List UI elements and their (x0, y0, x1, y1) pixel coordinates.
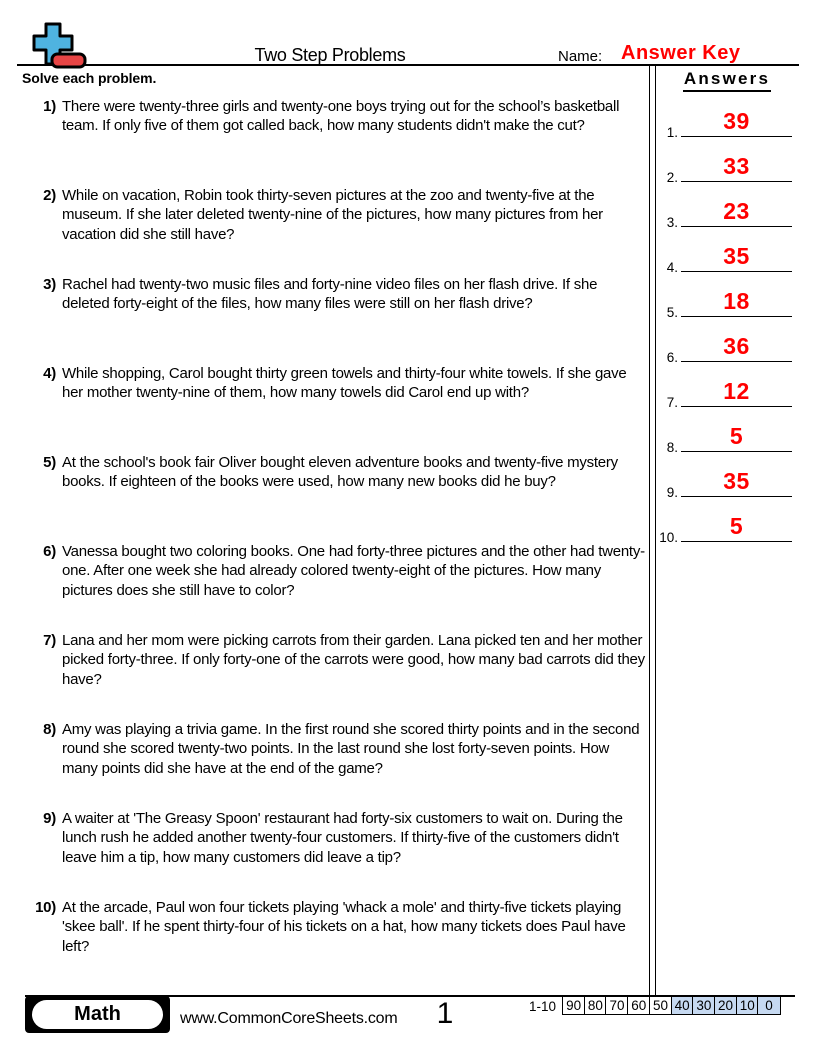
problem-10 (30, 898, 648, 956)
header-divider (17, 64, 799, 66)
answer-number: 10. (659, 530, 678, 545)
problem-text: There were twenty-three girls and twenty-one boys trying out for the school’s basketball team. If only five of them got called back, how many students didn't make the cut? (62, 98, 620, 135)
score-cell: 90 (562, 996, 585, 1015)
answer-value: 36 (723, 333, 750, 359)
answer-number: 6. (666, 350, 678, 365)
answer-row-8 (656, 422, 796, 455)
answer-number: 8. (666, 440, 678, 455)
problem-2 (30, 186, 648, 244)
problem-7 (30, 631, 648, 689)
score-cell: 60 (627, 996, 650, 1015)
answers-divider (649, 66, 656, 995)
answers-header (656, 69, 798, 92)
problem-text: While on vacation, Robin took thirty-seven pictures at the zoo and twenty-five at the museum. If she later deleted twenty-nine of the pictures, how many pictures from her vacation did she still have? (62, 187, 603, 243)
problem-number: 6) (43, 543, 56, 560)
page-number: 1 (436, 997, 454, 1030)
problem-number: 4) (43, 365, 56, 382)
answer-key-label: Answer Key (621, 42, 741, 64)
plus-minus-logo (30, 16, 102, 70)
answer-number: 7. (666, 395, 678, 410)
answer-blank-line (681, 406, 792, 407)
problem-number: 2) (43, 187, 56, 204)
problem-6 (30, 542, 648, 600)
answer-number: 9. (666, 485, 678, 500)
answer-number: 2. (666, 170, 678, 185)
answer-blank-line (681, 541, 792, 542)
problem-text: At the arcade, Paul won four tickets playing 'whack a mole' and thirty-five tickets playing 'skee ball'. If he spent thirty-four of his tickets on a hat, how many tickets does Paul have left? (62, 899, 626, 955)
score-cell: 10 (736, 996, 759, 1015)
answer-value: 39 (723, 108, 750, 134)
problem-text: Lana and her mom were picking carrots from their garden. Lana picked ten and her mother picked forty-three. If only forty-one of the carrots were good, how many bad carrots did they have? (62, 632, 645, 688)
answer-number: 1. (666, 125, 678, 140)
answer-blank-line (681, 271, 792, 272)
answer-number: 5. (666, 305, 678, 320)
problem-text: A waiter at 'The Greasy Spoon' restaurant had forty-six customers to wait on. During the lunch rush he added another twenty-four customers. If thirty-five of the customers didn't leave him a tip, how many customers did leave a tip? (62, 810, 623, 866)
problem-text: Amy was playing a trivia game. In the first round she scored thirty points and in the second round she scored twenty-two points. In the last round she lost forty-seven points. How many points did she have at the end of the game? (62, 721, 640, 777)
answer-value: 23 (723, 198, 750, 224)
answer-row-6 (656, 332, 796, 365)
problem-number: 7) (43, 632, 56, 649)
answer-row-7 (656, 377, 796, 410)
problem-1 (30, 97, 648, 136)
answer-row-5 (656, 287, 796, 320)
score-cell: 50 (649, 996, 672, 1015)
answer-row-10 (656, 512, 796, 545)
answer-blank-line (681, 451, 792, 452)
answer-value: 5 (729, 423, 744, 449)
score-range-label: 1-10 (528, 999, 556, 1014)
answer-number: 3. (666, 215, 678, 230)
problem-number: 5) (43, 454, 56, 471)
score-cell: 0 (757, 996, 780, 1015)
problem-number: 3) (43, 276, 56, 293)
score-cell: 40 (671, 996, 694, 1015)
website-text: www.CommonCoreSheets.com (180, 1010, 398, 1027)
answer-blank-line (681, 496, 792, 497)
problem-number: 8) (43, 721, 56, 738)
problem-9 (30, 809, 648, 867)
problem-number: 9) (43, 810, 56, 827)
answer-value: 33 (723, 153, 750, 179)
answer-blank-line (681, 316, 792, 317)
answer-blank-line (681, 361, 792, 362)
instruction-text: Solve each problem. (22, 70, 157, 86)
answer-row-9 (656, 467, 796, 500)
problem-8 (30, 720, 648, 778)
name-label: Name: (558, 48, 603, 65)
answer-number: 4. (666, 260, 678, 275)
minus-icon (52, 54, 85, 67)
answer-blank-line (681, 136, 792, 137)
answers-title: Answers (683, 69, 771, 92)
score-cell: 30 (692, 996, 715, 1015)
problem-5 (30, 453, 648, 492)
answer-row-1 (656, 107, 796, 140)
answer-blank-line (681, 181, 792, 182)
problem-3 (30, 275, 648, 314)
answer-row-4 (656, 242, 796, 275)
problem-number: 1) (43, 98, 56, 115)
answer-value: 12 (723, 378, 750, 404)
problem-text: At the school's book fair Oliver bought eleven adventure books and twenty-five mystery books. If eighteen of the books were used, how many new books did he buy? (62, 454, 618, 491)
score-cell: 20 (714, 996, 737, 1015)
problem-text: While shopping, Carol bought thirty green towels and thirty-four white towels. If she gave her mother twenty-nine of them, how many towels did Carol end up with? (62, 365, 627, 402)
page-title: Two Step Problems (254, 45, 406, 65)
subject-badge (25, 996, 170, 1033)
score-table (562, 996, 781, 1015)
problem-4 (30, 364, 648, 403)
answer-blank-line (681, 226, 792, 227)
problem-number: 10) (35, 899, 56, 916)
answer-value: 35 (723, 468, 750, 494)
problem-text: Rachel had twenty-two music files and forty-nine video files on her flash drive. If she deleted forty-eight of the files, how many files were still on her flash drive? (62, 276, 598, 313)
answer-value: 18 (723, 288, 750, 314)
answer-row-3 (656, 197, 796, 230)
answer-value: 5 (729, 513, 744, 539)
score-cell: 80 (584, 996, 607, 1015)
answer-row-2 (656, 152, 796, 185)
problem-text: Vanessa bought two coloring books. One had forty-three pictures and the other had twenty-one. After one week she had already colored twenty-eight of the pictures. How many pictures does she still have to color? (62, 543, 645, 599)
score-cell: 70 (605, 996, 628, 1015)
answer-value: 35 (723, 243, 750, 269)
subject-label: Math (32, 1000, 163, 1029)
